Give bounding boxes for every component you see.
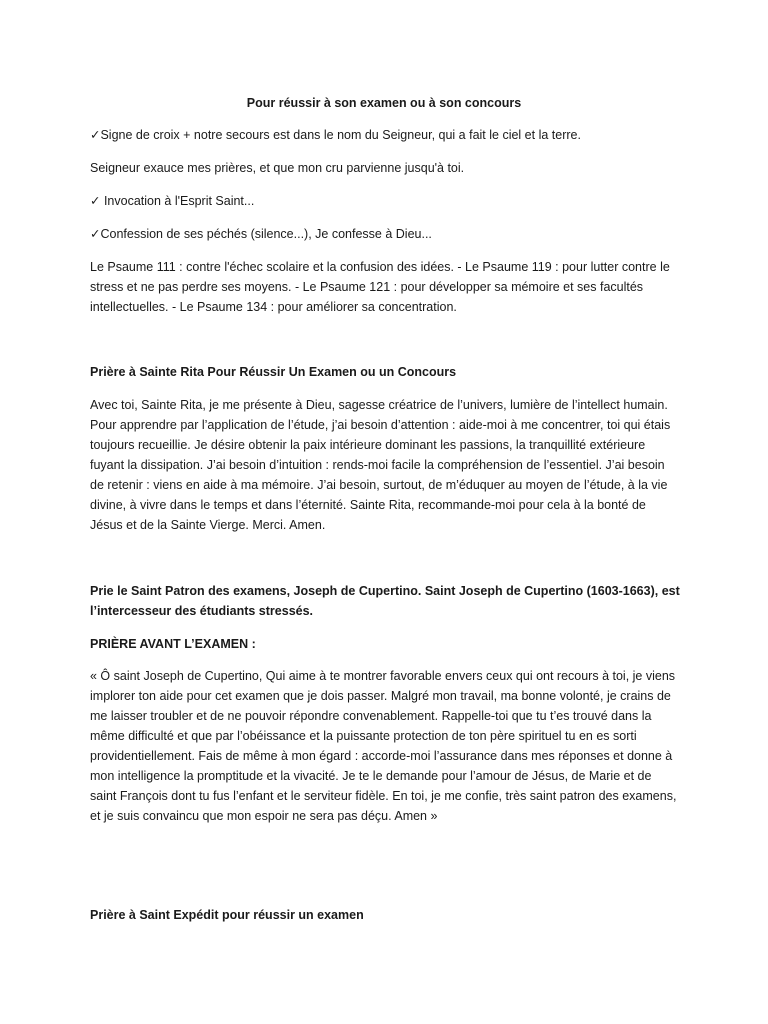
page-title: Pour réussir à son examen ou à son concours (246, 96, 522, 110)
sign-of-cross-line: ✓Signe de croix + notre secours est dans le nom du Seigneur, qui a fait le ciel et la terre. (90, 128, 581, 142)
expedit-heading: Prière à Saint Expédit pour réussir un examen (90, 908, 364, 922)
joseph-prayer: « Ô saint Joseph de Cupertino, Qui aime à te montrer favorable envers ceux qui ont recours à toi, je viens implorer ton aide pour cet examen que je dois passer. Malgré mon travail, ma bonne volonté, je crains de me laisser troubler et de ne pouvoir répondre convenablement. Rappelle-toi que tu t’es trouvé dans la même difficulté et que par l’obéissance et la puissante protection de ton père spirituel tu en es sorti providentiellement. Fais de même à mon égard : accorde-moi l’assurance dans mes réponses et donne à mon intelligence la promptitude et la vivacité. Je te le demande pour l’amour de Jésus, de Marie et de saint François dont tu fus l’enfant et le serviteur fidèle. En toi, je me confie, très saint patron des examens, et je suis convaincu que mon espoir ne sera pas déçu. Amen » (90, 669, 677, 823)
joseph-heading: Prie le Saint Patron des examens, Joseph de Cupertino. Saint Joseph de Cupertino (1603-1663), est l’intercesseur des étudiants stressés. (90, 584, 680, 618)
psalms-paragraph: Le Psaume 111 : contre l'échec scolaire et la confusion des idées. - Le Psaume 119 : pour lutter contre le stress et ne pas perdre ses moyens. - Le Psaume 121 : pour développer sa mémoire et ses facultés intellectuelles. - Le Psaume 134 : pour améliorer sa concentration. (90, 260, 670, 314)
lord-hear-line: Seigneur exauce mes prières, et que mon cru parvienne jusqu'à toi. (90, 161, 465, 175)
prayer-before-exam-heading: PRIÈRE AVANT L’EXAMEN : (90, 637, 256, 651)
rita-prayer: Avec toi, Sainte Rita, je me présente à Dieu, sagesse créatrice de l’univers, lumière de l’intellect humain. Pour apprendre par l’application de l’étude, j’ai besoin d’attention : aide-moi à me concentrer, toi qui étais toujours recueillie. Je désire obtenir la paix intérieure dominant les passions, la tranquillité extérieure fuyant la dissipation. J’ai besoin d’intuition : rends-moi facile la compréhension de l’essentiel. J’ai besoin de retenir : viens en aide à ma mémoire. J’ai besoin, surtout, de m’éduquer au moyen de l’étude, à la vie divine, à vivre dans le temps et dans l’éternité. Sainte Rita, recommande-moi pour cela à la bonté de Jésus et de la Sainte Vierge. Merci. Amen. (90, 398, 671, 532)
invocation-line: ✓ Invocation à l'Esprit Saint... (90, 194, 255, 208)
confession-line: ✓Confession de ses péchés (silence...), Je confesse à Dieu... (90, 227, 432, 241)
rita-heading: Prière à Sainte Rita Pour Réussir Un Examen ou un Concours (90, 365, 457, 379)
